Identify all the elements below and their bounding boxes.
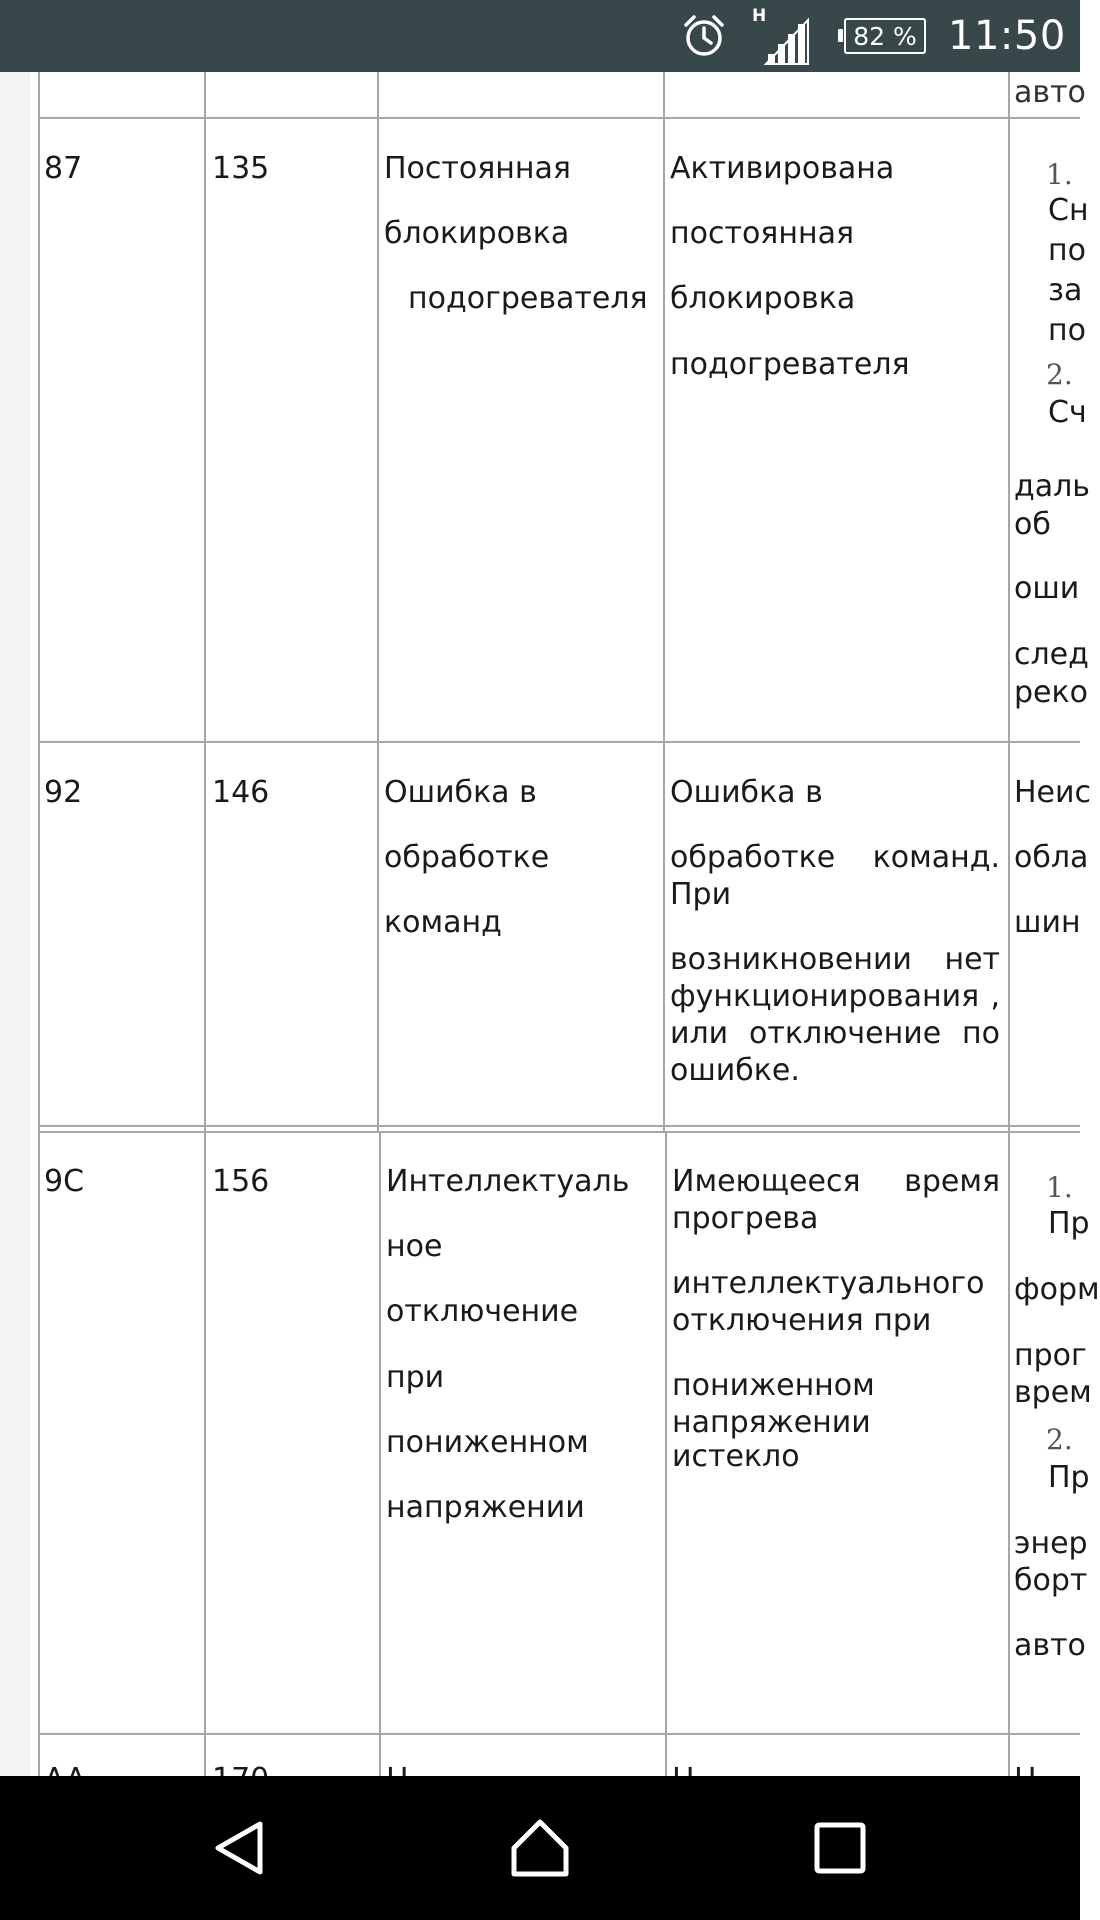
cell-line — [670, 841, 1000, 875]
signal-icon — [752, 0, 812, 72]
list-number: 1. — [1046, 158, 1073, 191]
cell-line: отключения при — [672, 1303, 932, 1338]
cell-line: Ошибка в — [384, 775, 537, 810]
cell-line: команд — [384, 905, 502, 940]
cell-line: Постоянная — [384, 151, 571, 186]
cell-line — [672, 1165, 1000, 1199]
cell-word: нет — [944, 942, 1000, 977]
cell-word: по — [962, 1016, 1000, 1051]
battery-icon — [844, 0, 926, 72]
status-bar — [0, 0, 1080, 72]
home-icon — [509, 1817, 571, 1879]
cell-line: за — [1048, 273, 1083, 308]
table-column-divider — [204, 72, 206, 1776]
navigation-bar — [0, 1776, 1080, 1920]
table-column-divider — [1008, 72, 1010, 1776]
action-cell — [1014, 775, 1092, 1116]
cell-line: При — [670, 877, 732, 912]
code-dec-cell: 156 — [212, 1164, 270, 1199]
cell-line: след — [1014, 637, 1089, 672]
network-type-label: H — [752, 6, 767, 26]
alarm-icon — [680, 0, 728, 72]
cell-line: Пр — [1048, 1206, 1090, 1241]
cell-line: Ошибка в — [670, 775, 823, 810]
cell-line — [670, 1017, 1000, 1051]
cell-line: подогревателя — [408, 281, 648, 316]
cell-line: по — [1048, 313, 1086, 348]
page-margin — [0, 72, 30, 1776]
document-view[interactable] — [0, 72, 1100, 1776]
cell-line: борт — [1014, 1563, 1088, 1598]
cell-line: пониженном — [386, 1425, 589, 1460]
action-cell — [1014, 1165, 1100, 1725]
cell-line: Активирована — [670, 151, 895, 186]
list-number: 2. — [1046, 358, 1073, 391]
table-column-divider — [665, 1131, 667, 1776]
cell-line: постоянная — [670, 216, 854, 251]
cell-line: по — [1048, 233, 1086, 268]
back-icon — [210, 1818, 270, 1878]
clock: 11:50 — [948, 13, 1066, 59]
cell-line: напряжении истекло — [672, 1405, 871, 1474]
cell-word: обработке — [670, 840, 836, 875]
cell-line: форм — [1014, 1272, 1100, 1307]
cell-line: даль — [1014, 469, 1090, 504]
cell-line — [670, 980, 1000, 1014]
cell-line: подогревателя — [670, 347, 910, 382]
cell-line: напряжении — [386, 1490, 585, 1525]
code-hex-cell: 87 — [44, 151, 83, 186]
cell-word: время — [904, 1164, 1000, 1199]
cell-line: Пр — [1048, 1460, 1090, 1495]
table-column-divider — [377, 72, 379, 1131]
cell-word: отключение — [749, 1016, 942, 1051]
cell-line: об — [1014, 507, 1051, 542]
table-column-divider — [663, 72, 665, 1131]
description-cell — [672, 1165, 1000, 1725]
battery-percent: 82 % — [853, 21, 917, 51]
cell-line — [670, 943, 1000, 977]
cell-line: ное — [386, 1229, 443, 1264]
cell-word: , — [990, 979, 1000, 1014]
table-column-divider — [379, 1131, 381, 1776]
cell-word: команд. — [872, 840, 1000, 875]
cell-line: реко — [1014, 675, 1088, 710]
cell-line: блокировка — [670, 281, 856, 316]
table-column-divider — [38, 72, 40, 1776]
table-row-divider — [38, 1125, 1080, 1127]
cell-line: пониженном — [672, 1368, 875, 1403]
cell-line: Неис — [1014, 775, 1092, 810]
cell-line: блокировка — [384, 216, 570, 251]
table-row-divider — [38, 1733, 1080, 1735]
cell-line: при — [386, 1360, 445, 1395]
cell-line: отключение — [386, 1294, 579, 1329]
cell-word: функционирования — [670, 979, 980, 1014]
cell-line: обла — [1014, 840, 1089, 875]
table-row-divider — [38, 741, 1080, 743]
cell-line: авто — [1014, 1628, 1086, 1663]
code-hex-cell: 92 — [44, 775, 83, 810]
cell-line: интеллектуального — [672, 1266, 985, 1301]
cell-line: врем — [1014, 1375, 1092, 1410]
list-number: 2. — [1046, 1423, 1073, 1456]
cell-line: Интеллектуаль — [386, 1164, 630, 1199]
cell-line: прог — [1014, 1338, 1087, 1373]
cell-word: возникновении — [670, 942, 912, 977]
table-cell: авто — [1014, 75, 1086, 110]
home-button[interactable] — [480, 1776, 600, 1920]
code-dec-cell: 135 — [212, 151, 270, 186]
code-hex-cell: 9C — [44, 1164, 85, 1199]
cell-line: Сч — [1048, 395, 1087, 430]
cell-line: шин — [1014, 905, 1081, 940]
cell-word: Имеющееся — [672, 1164, 861, 1199]
table-row-divider — [38, 117, 1080, 119]
cell-line: ошибке. — [670, 1053, 800, 1088]
cell-line: обработке — [384, 840, 550, 875]
recents-icon — [812, 1820, 868, 1876]
back-button[interactable] — [180, 1776, 300, 1920]
table-row-divider — [38, 1131, 1080, 1133]
code-dec-cell: 146 — [212, 775, 270, 810]
description-cell — [670, 776, 1000, 1116]
cell-word: или — [670, 1016, 729, 1051]
action-cell — [1014, 152, 1090, 732]
cell-line: энер — [1014, 1526, 1088, 1561]
cell-line: прогрева — [672, 1201, 819, 1236]
cell-line: оши — [1014, 571, 1080, 606]
cell-line: Сн — [1048, 193, 1089, 228]
list-number: 1. — [1046, 1171, 1073, 1204]
recents-button[interactable] — [780, 1776, 900, 1920]
